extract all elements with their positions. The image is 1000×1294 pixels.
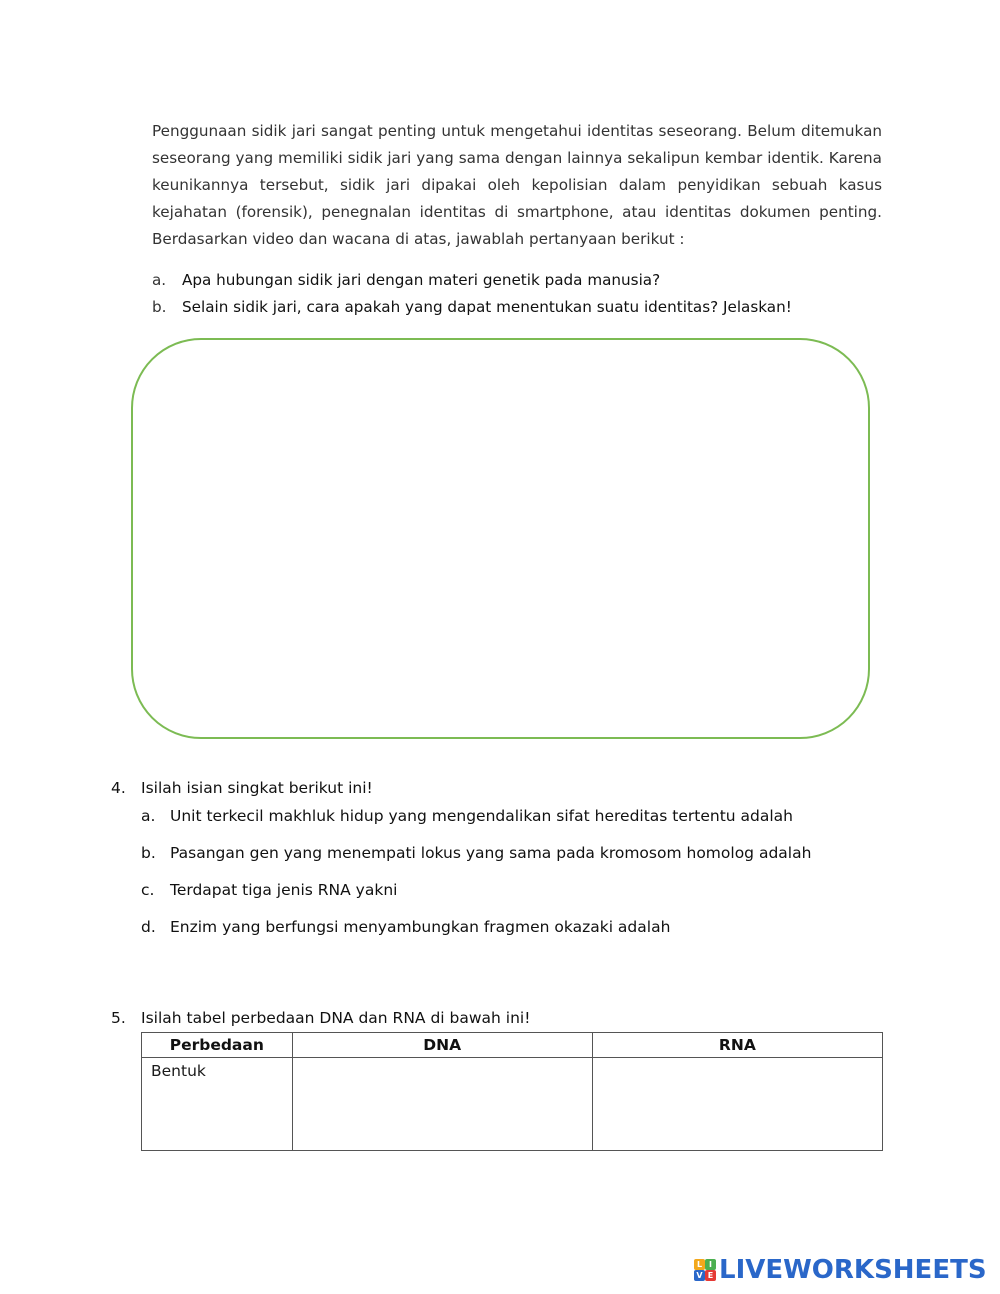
question-letter: a. — [152, 271, 167, 289]
section-title: Isilah isian singkat berikut ini! — [141, 779, 373, 797]
logo-mark-l: L — [694, 1259, 705, 1270]
item-letter: b. — [141, 844, 156, 862]
item-text: Unit terkecil makhluk hidup yang mengendalikan sifat hereditas tertentu adalah — [170, 807, 794, 825]
item-letter: d. — [141, 918, 156, 936]
section-4-item-a — [141, 806, 881, 826]
cell-rna-bentuk[interactable] — [592, 1058, 882, 1151]
row-label-bentuk: Bentuk — [142, 1058, 293, 1151]
question-b — [152, 297, 872, 317]
section-4-item-d — [141, 917, 881, 937]
logo-mark-v: V — [694, 1270, 705, 1281]
question-letter: b. — [152, 298, 167, 316]
dna-rna-table — [141, 1032, 883, 1151]
section-5-heading — [111, 1008, 611, 1028]
item-text: Terdapat tiga jenis RNA yakni — [170, 881, 398, 899]
logo-mark-i: I — [705, 1259, 716, 1270]
question-a — [152, 270, 872, 290]
intro-paragraph: Penggunaan sidik jari sangat penting untuk mengetahui identitas seseorang. Belum ditemukan seseorang yang memiliki sidik jari yang sama dengan lainnya sekalipun kembar identik. Karena keunikannya tersebut, sidik jari dipakai oleh kepolisian dalam penyidikan sebuah kasus kejahatan (forensik), penegnalan identitas di smartphone, atau identitas dokumen penting. Berdasarkan video dan wacana di atas, jawablah pertanyaan berikut : — [152, 122, 882, 248]
table-row — [142, 1058, 883, 1151]
section-title: Isilah tabel perbedaan DNA dan RNA di bawah ini! — [141, 1009, 531, 1027]
question-text: Apa hubungan sidik jari dengan materi genetik pada manusia? — [182, 271, 661, 289]
section-4-item-b — [141, 843, 881, 863]
logo-mark-e: E — [705, 1270, 716, 1281]
item-letter: c. — [141, 881, 155, 899]
item-letter: a. — [141, 807, 156, 825]
cell-dna-bentuk[interactable] — [292, 1058, 592, 1151]
section-number: 5. — [111, 1009, 126, 1027]
item-text: Enzim yang berfungsi menyambungkan fragmen okazaki adalah — [170, 918, 671, 936]
section-number: 4. — [111, 779, 126, 797]
header-rna: RNA — [592, 1033, 882, 1058]
header-dna: DNA — [292, 1033, 592, 1058]
section-4-item-c — [141, 880, 881, 900]
table-header-row — [142, 1033, 883, 1058]
liveworksheets-logo — [694, 1256, 987, 1284]
header-perbedaan: Perbedaan — [142, 1033, 293, 1058]
section-4-heading — [111, 778, 611, 798]
question-text: Selain sidik jari, cara apakah yang dapat menentukan suatu identitas? Jelaskan! — [182, 298, 792, 316]
item-text: Pasangan gen yang menempati lokus yang sama pada kromosom homolog adalah — [170, 844, 812, 862]
logo-text: LIVEWORKSHEETS — [719, 1255, 987, 1285]
logo-mark-icon — [694, 1259, 716, 1281]
answer-box[interactable] — [131, 338, 870, 739]
